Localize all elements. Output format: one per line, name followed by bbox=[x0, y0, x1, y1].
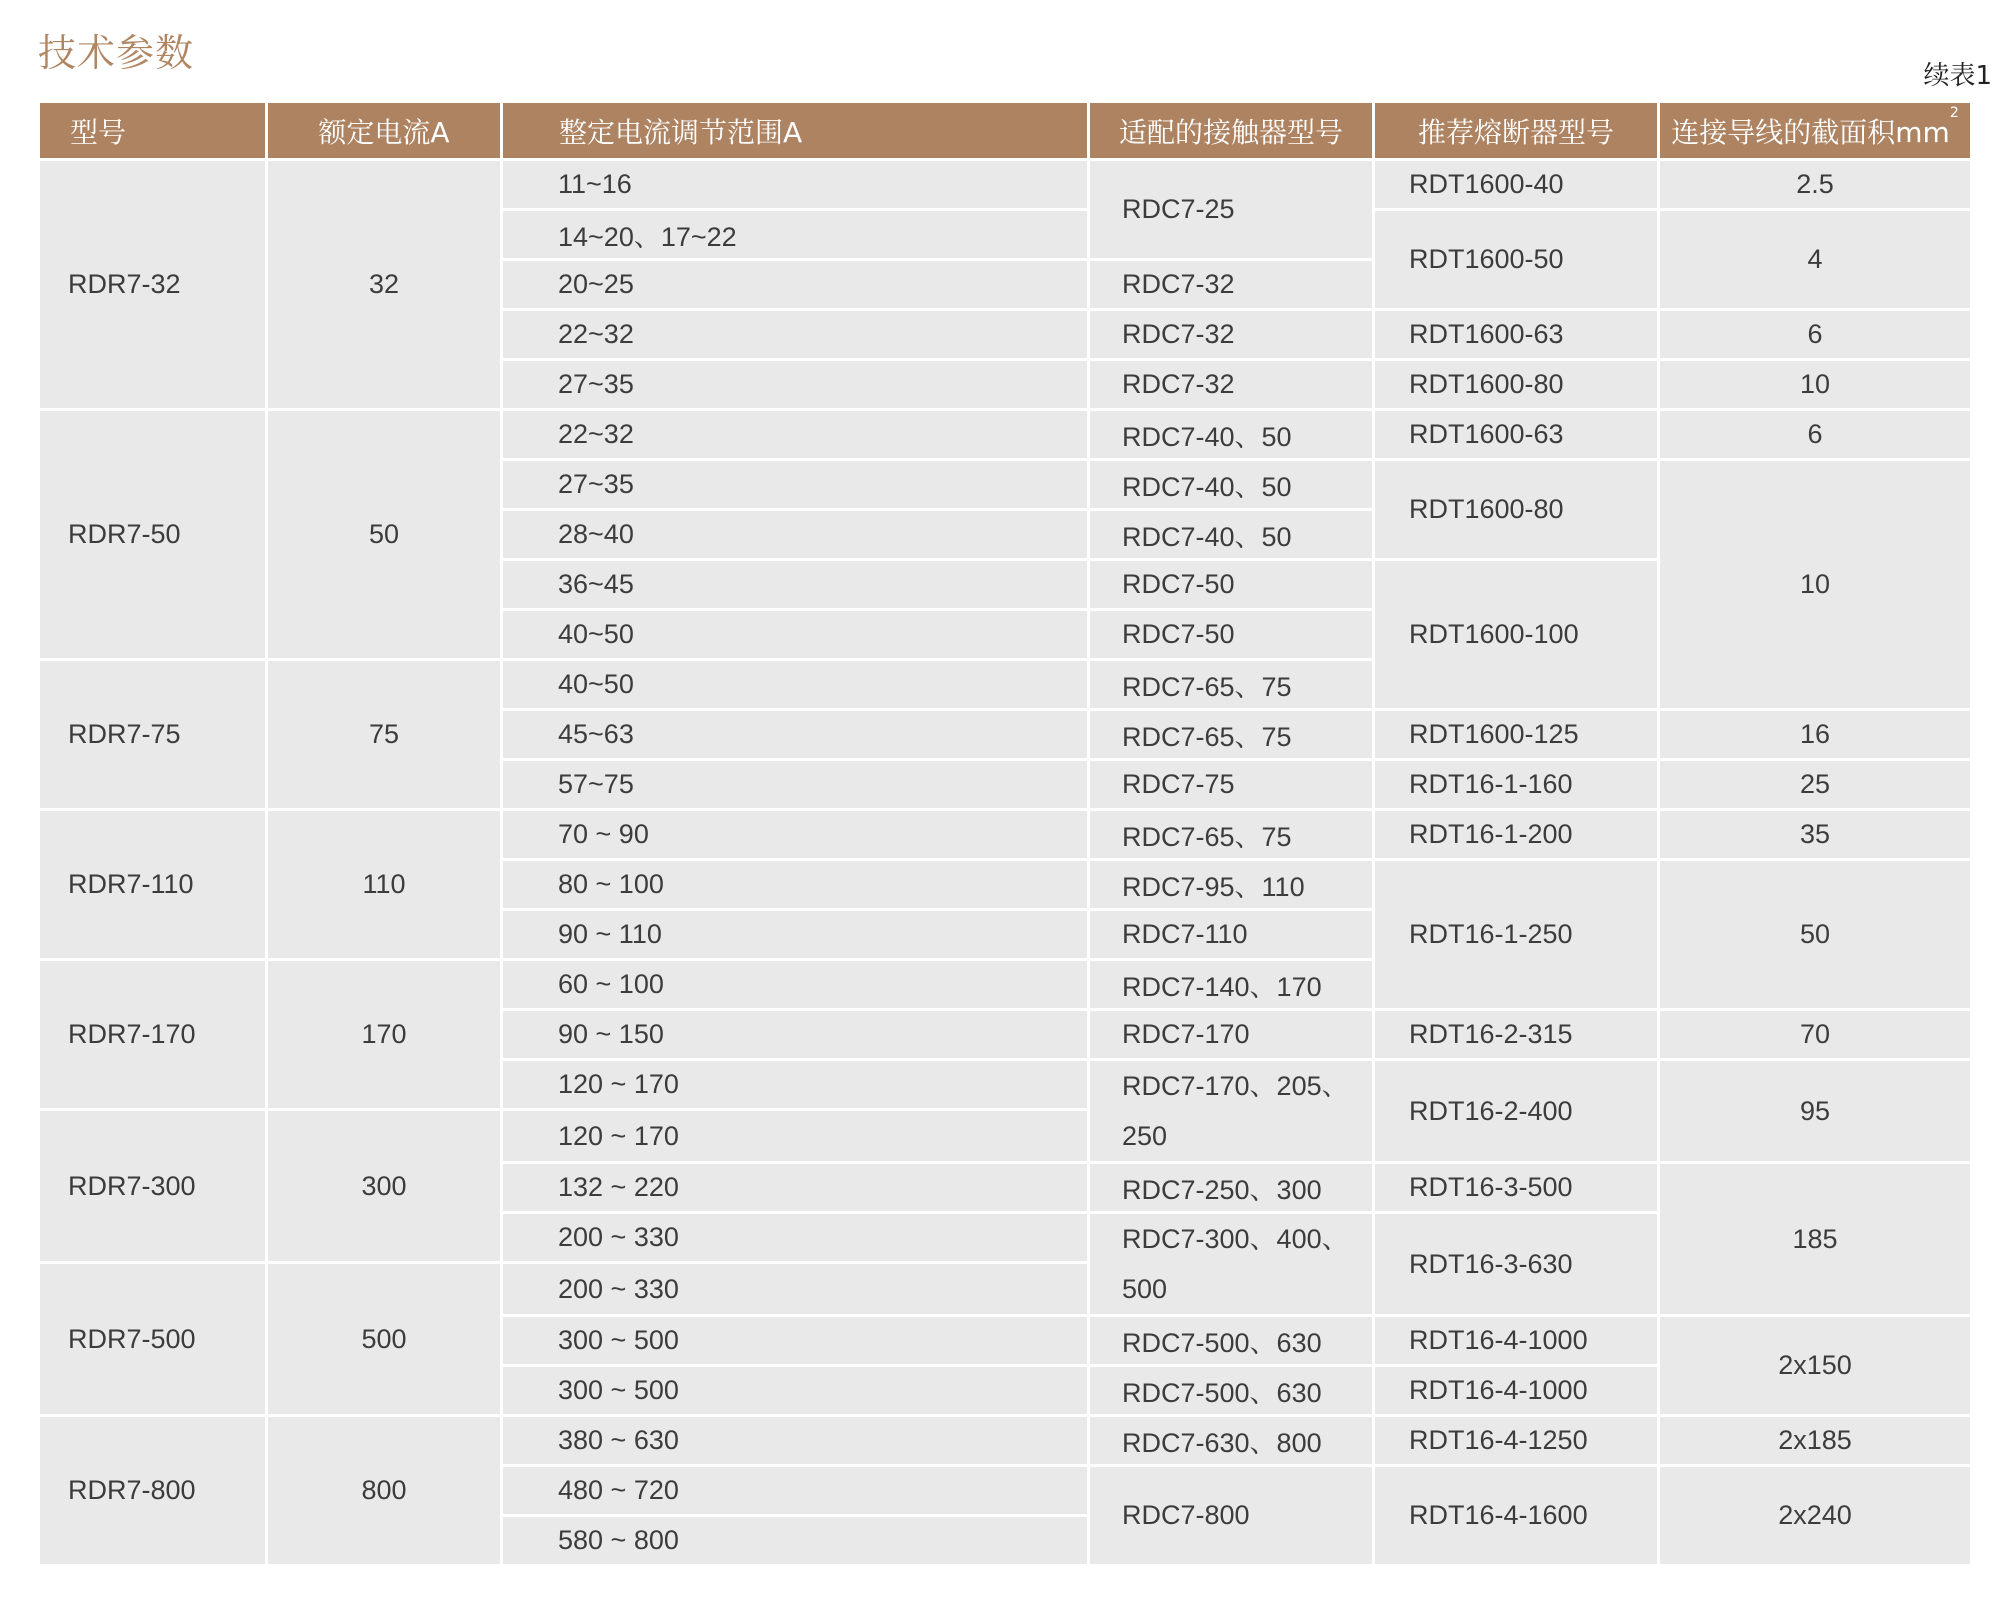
header-wire-area bbox=[1660, 103, 1970, 158]
page-title: 技术参数 bbox=[38, 31, 195, 75]
contactor-cell: RDC7-65、75 bbox=[1090, 711, 1372, 758]
model-cell: RDR7-500 bbox=[40, 1264, 265, 1414]
range-cell: 380 ~ 630 bbox=[503, 1417, 1087, 1464]
model-cell: RDR7-800 bbox=[40, 1417, 265, 1564]
contactor-cell: RDC7-32 bbox=[1090, 261, 1372, 308]
spec-table bbox=[37, 100, 1973, 1567]
model-cell: RDR7-110 bbox=[40, 811, 265, 958]
range-cell: 22~32 bbox=[503, 411, 1087, 458]
contactor-cell: RDC7-65、75 bbox=[1090, 661, 1372, 708]
contactor-cell bbox=[1090, 1061, 1372, 1161]
table-row bbox=[40, 1417, 1970, 1464]
model-cell: RDR7-300 bbox=[40, 1111, 265, 1261]
contactor-cell: RDC7-630、800 bbox=[1090, 1417, 1372, 1464]
range-cell: 20~25 bbox=[503, 261, 1087, 308]
header-setting-range: 整定电流调节范围A bbox=[503, 103, 1087, 158]
range-cell: 80 ~ 100 bbox=[503, 861, 1087, 908]
model-cell: RDR7-32 bbox=[40, 161, 265, 408]
range-cell: 28~40 bbox=[503, 511, 1087, 558]
header-model: 型号 bbox=[40, 103, 265, 158]
rated-current-cell: 800 bbox=[268, 1417, 500, 1564]
fuse-cell: RDT1600-40 bbox=[1375, 161, 1657, 208]
contactor-cell: RDC7-50 bbox=[1090, 611, 1372, 658]
range-cell: 120 ~ 170 bbox=[503, 1061, 1087, 1108]
wire-cell: 70 bbox=[1660, 1011, 1970, 1058]
wire-cell: 6 bbox=[1660, 311, 1970, 358]
range-cell: 580 ~ 800 bbox=[503, 1517, 1087, 1564]
contactor-cell: RDC7-65、75 bbox=[1090, 811, 1372, 858]
table-row bbox=[40, 161, 1970, 208]
range-cell: 22~32 bbox=[503, 311, 1087, 358]
range-cell: 200 ~ 330 bbox=[503, 1264, 1087, 1314]
fuse-cell: RDT1600-100 bbox=[1375, 561, 1657, 708]
contactor-cell: RDC7-40、50 bbox=[1090, 511, 1372, 558]
range-cell: 45~63 bbox=[503, 711, 1087, 758]
wire-cell: 95 bbox=[1660, 1061, 1970, 1161]
contactor-cell: RDC7-110 bbox=[1090, 911, 1372, 958]
contactor-cell-text: RDC7-170、205、250 bbox=[1122, 1071, 1349, 1151]
contactor-cell bbox=[1090, 1214, 1372, 1314]
range-cell: 36~45 bbox=[503, 561, 1087, 608]
model-cell: RDR7-50 bbox=[40, 411, 265, 658]
rated-current-cell: 110 bbox=[268, 811, 500, 958]
rated-current-cell: 50 bbox=[268, 411, 500, 658]
contactor-cell: RDC7-800 bbox=[1090, 1467, 1372, 1564]
wire-cell: 2x240 bbox=[1660, 1467, 1970, 1564]
fuse-cell: RDT16-3-500 bbox=[1375, 1164, 1657, 1211]
wire-cell: 10 bbox=[1660, 361, 1970, 408]
contactor-cell: RDC7-32 bbox=[1090, 311, 1372, 358]
range-cell: 480 ~ 720 bbox=[503, 1467, 1087, 1514]
header-contactor: 适配的接触器型号 bbox=[1090, 103, 1372, 158]
fuse-cell: RDT16-2-400 bbox=[1375, 1061, 1657, 1161]
range-cell: 57~75 bbox=[503, 761, 1087, 808]
wire-cell: 2x185 bbox=[1660, 1417, 1970, 1464]
fuse-cell: RDT16-3-630 bbox=[1375, 1214, 1657, 1314]
wire-cell: 25 bbox=[1660, 761, 1970, 808]
contactor-cell: RDC7-95、110 bbox=[1090, 861, 1372, 908]
wire-cell: 4 bbox=[1660, 211, 1970, 308]
fuse-cell: RDT16-1-160 bbox=[1375, 761, 1657, 808]
fuse-cell: RDT16-4-1600 bbox=[1375, 1467, 1657, 1564]
range-cell: 300 ~ 500 bbox=[503, 1367, 1087, 1414]
header-wire-area-text: 连接导线的截面积mm bbox=[1671, 115, 1950, 149]
range-cell: 200 ~ 330 bbox=[503, 1214, 1087, 1261]
header-fuse: 推荐熔断器型号 bbox=[1375, 103, 1657, 158]
table-row bbox=[40, 811, 1970, 858]
wire-cell: 10 bbox=[1660, 461, 1970, 708]
contactor-cell: RDC7-50 bbox=[1090, 561, 1372, 608]
rated-current-cell: 300 bbox=[268, 1111, 500, 1261]
fuse-cell: RDT1600-50 bbox=[1375, 211, 1657, 308]
model-cell: RDR7-170 bbox=[40, 961, 265, 1108]
wire-cell: 50 bbox=[1660, 861, 1970, 1008]
wire-cell: 2x150 bbox=[1660, 1317, 1970, 1414]
fuse-cell: RDT16-1-250 bbox=[1375, 861, 1657, 1008]
fuse-cell: RDT1600-63 bbox=[1375, 311, 1657, 358]
range-cell: 14~20、17~22 bbox=[503, 211, 1087, 258]
range-cell: 27~35 bbox=[503, 361, 1087, 408]
header-rated-current: 额定电流A bbox=[268, 103, 500, 158]
range-cell: 90 ~ 110 bbox=[503, 911, 1087, 958]
contactor-cell: RDC7-75 bbox=[1090, 761, 1372, 808]
range-cell: 300 ~ 500 bbox=[503, 1317, 1087, 1364]
contactor-cell: RDC7-170 bbox=[1090, 1011, 1372, 1058]
range-cell: 40~50 bbox=[503, 611, 1087, 658]
rated-current-cell: 75 bbox=[268, 661, 500, 808]
fuse-cell: RDT1600-80 bbox=[1375, 361, 1657, 408]
fuse-cell: RDT16-1-200 bbox=[1375, 811, 1657, 858]
contactor-cell-text: RDC7-300、400、500 bbox=[1122, 1224, 1349, 1304]
wire-cell: 6 bbox=[1660, 411, 1970, 458]
contactor-cell: RDC7-500、630 bbox=[1090, 1367, 1372, 1414]
contactor-cell: RDC7-25 bbox=[1090, 161, 1372, 258]
contactor-cell: RDC7-32 bbox=[1090, 361, 1372, 408]
range-cell: 40~50 bbox=[503, 661, 1087, 708]
rated-current-cell: 32 bbox=[268, 161, 500, 408]
range-cell: 132 ~ 220 bbox=[503, 1164, 1087, 1211]
model-cell: RDR7-75 bbox=[40, 661, 265, 808]
wire-cell: 35 bbox=[1660, 811, 1970, 858]
range-cell: 120 ~ 170 bbox=[503, 1111, 1087, 1161]
wire-cell: 2.5 bbox=[1660, 161, 1970, 208]
range-cell: 27~35 bbox=[503, 461, 1087, 508]
wire-cell: 185 bbox=[1660, 1164, 1970, 1314]
header-wire-area-sup: 2 bbox=[1949, 104, 1959, 121]
range-cell: 11~16 bbox=[503, 161, 1087, 208]
fuse-cell: RDT1600-63 bbox=[1375, 411, 1657, 458]
fuse-cell: RDT16-2-315 bbox=[1375, 1011, 1657, 1058]
contactor-cell: RDC7-40、50 bbox=[1090, 411, 1372, 458]
wire-cell: 16 bbox=[1660, 711, 1970, 758]
table-header-row bbox=[40, 103, 1970, 158]
fuse-cell: RDT16-4-1250 bbox=[1375, 1417, 1657, 1464]
fuse-cell: RDT16-4-1000 bbox=[1375, 1317, 1657, 1364]
continued-label: 续表1 bbox=[1923, 61, 1992, 91]
contactor-cell: RDC7-500、630 bbox=[1090, 1317, 1372, 1364]
fuse-cell: RDT1600-80 bbox=[1375, 461, 1657, 558]
range-cell: 90 ~ 150 bbox=[503, 1011, 1087, 1058]
fuse-cell: RDT1600-125 bbox=[1375, 711, 1657, 758]
range-cell: 60 ~ 100 bbox=[503, 961, 1087, 1008]
contactor-cell: RDC7-140、170 bbox=[1090, 961, 1372, 1008]
contactor-cell: RDC7-250、300 bbox=[1090, 1164, 1372, 1211]
range-cell: 70 ~ 90 bbox=[503, 811, 1087, 858]
contactor-cell: RDC7-40、50 bbox=[1090, 461, 1372, 508]
table-row bbox=[40, 411, 1970, 458]
rated-current-cell: 500 bbox=[268, 1264, 500, 1414]
fuse-cell: RDT16-4-1000 bbox=[1375, 1367, 1657, 1414]
rated-current-cell: 170 bbox=[268, 961, 500, 1108]
